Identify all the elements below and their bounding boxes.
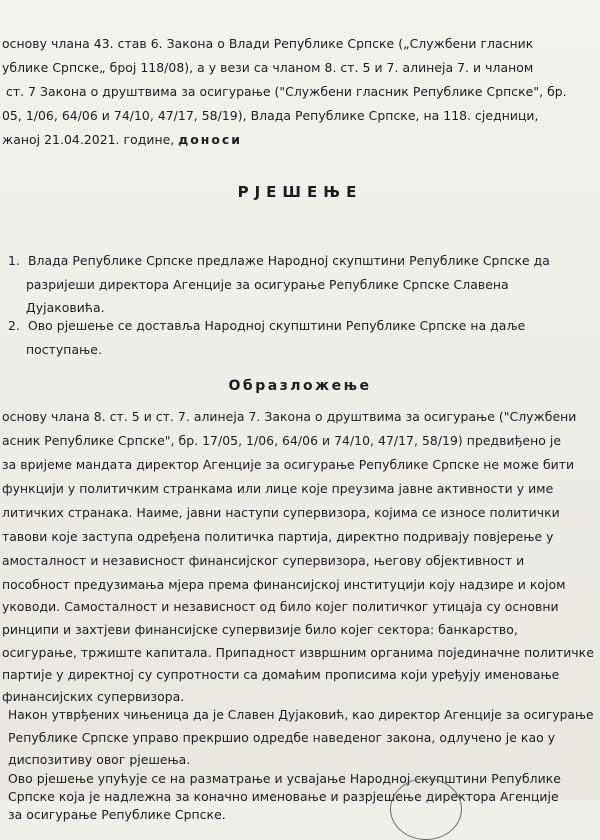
paragraph-line: основу члана 8. ст. 5 и ст. 7. алинеја 7. Закона о друштвима за осигурање ("Службени [2,409,577,424]
paragraph-line: за осигурање Републике Српске. [8,807,226,822]
list-item-number: 1. [8,253,20,268]
list-item-line: поступање. [26,342,102,357]
preamble-line: основу члана 43. став 6. Закона о Влади Републике Српске („Службени гласник [2,36,534,51]
paragraph-line: ринципи и захтјеви финансијске супервизије било којег сектора: банкарство, [2,622,518,637]
preamble-last-line [2,132,242,147]
paragraph-line: Ово рјешење упућује се на разматрање и усвајање Народној скупштини Републике [8,771,561,786]
paragraph-line: осигурање, тржиште капитала. Припадност извршним органима појединачне политичке [2,645,594,660]
paragraph-line: уководи. Самосталност и независност од било којег политичког утицаја су основни [2,599,559,614]
paragraph-line: амосталност и независност финансијског супервизора, његову објективност и [2,553,525,568]
paragraph-line: пособност предузимања мјера према финансијској институцији коју надзире и којом [2,577,566,592]
list-item-line: Ово рјешење се доставља Народној скупштини Републике Српске на даље [28,318,526,333]
preamble-line: жаној 21.04.2021. године, [2,132,175,147]
paragraph-line: за вријеме мандата директор Агенције за осигурање Републике Српске не може бити [2,457,575,472]
paragraph-line: партије у директној су супротности са домаћим прописима који уређују именовање [2,667,560,682]
paragraph-line: Републике Српске управо прекршио одредбе наведеног закона, одлучено је као у [8,730,556,745]
paragraph-line: функцији у политичким странкама или лице које преузима јавне активности у име [2,481,554,496]
preamble-line: 05, 1/06, 64/06 и 74/10, 47/17, 58/19), Влада Републике Српске, на 118. сједници, [2,108,539,123]
preamble-line: ублике Српске„ број 118/08), а у вези са чланом 8. ст. 5 и 7. алинеја 7. и чланом [2,60,534,75]
document-title: РЈЕШЕЊЕ [237,183,363,201]
list-item-line: Влада Републике Српске предлаже Народној скупштини Републике Српске да [28,253,550,268]
list-item-line: Дујаковића. [26,300,105,315]
paragraph-line: диспозитиву овог рјешења. [8,752,191,767]
paragraph-line: литичких странака. Наиме, јавни наступи супервизора, којима се износе политички [2,505,560,520]
paragraph-line: финансијских супервизора. [2,689,185,704]
paragraph-line: Српске која је надлежна за коначно именовање и разрјешење директора Агенције [8,789,559,804]
decision-verb: доноси [178,132,242,147]
preamble-line: ст. 7 Закона о друштвима за осигурање ("Службени гласник Републике Српске", бр. [6,84,567,99]
section-heading: Образложење [228,378,372,394]
list-item-line: разријеши директора Агенције за осигурање Републике Српске Славена [26,277,509,292]
list-item-number: 2. [8,318,20,333]
official-stamp [390,778,462,840]
list-item [8,253,550,268]
paragraph-line: асник Републике Српске", бр. 17/05, 1/06, 64/06 и 74/10, 47/17, 58/19) предвиђено је [2,433,562,448]
paragraph-line: Након утврђених чињеница да је Славен Дујаковић, као директор Агенције за осигурање [8,708,594,722]
paragraph-line: тавови које заступа одређена политичка партија, директно подривају повјерење у [2,529,554,544]
list-item [8,318,525,333]
